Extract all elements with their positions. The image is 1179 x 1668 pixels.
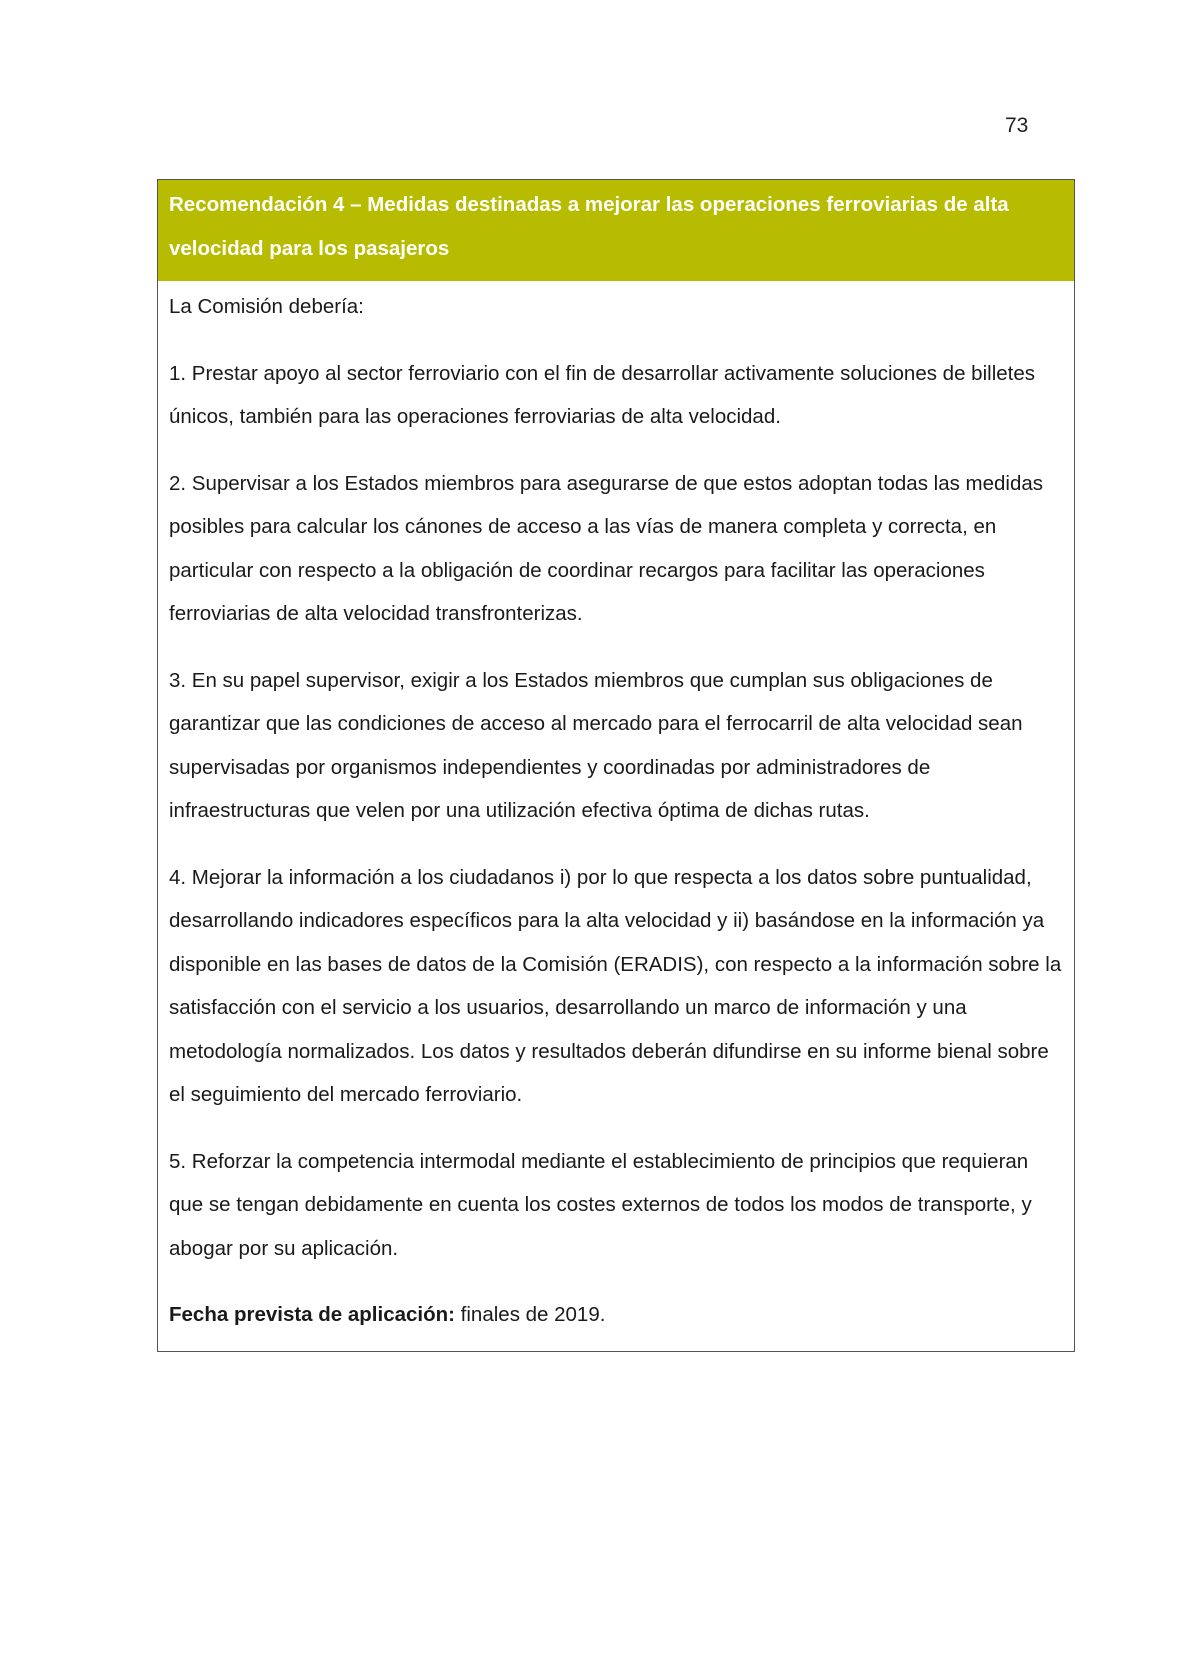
recommendation-title: Recomendación 4 – Medidas destinadas a mejorar las operaciones ferroviarias de alta velocidad para los pasajeros (158, 180, 1074, 281)
implementation-date-value: finales de 2019. (454, 1303, 606, 1326)
recommendation-item-2: 2. Supervisar a los Estados miembros para asegurarse de que estos adoptan todas las medidas posibles para calcular los cánones de acceso a las vías de manera completa y correcta, en particular con respecto a la obligación de coordinar recargos para facilitar las operaciones ferroviarias de alta velocidad transfronterizas. (169, 471, 1044, 625)
recommendation-box (157, 179, 1075, 1352)
page-number: 73 (1005, 114, 1029, 137)
implementation-date-label: Fecha prevista de aplicación: (169, 1303, 455, 1326)
recommendation-item-5: 5. Reforzar la competencia intermodal mediante el establecimiento de principios que requieran que se tengan debidamente en cuenta los costes externos de todos los modos de transporte, y abogar por su aplicación. (169, 1149, 1032, 1260)
recommendation-item-3: 3. En su papel supervisor, exigir a los Estados miembros que cumplan sus obligaciones de garantizar que las condiciones de acceso al mercado para el ferrocarril de alta velocidad sean supervisadas por organismos independientes y coordinadas por administradores de infraestructuras que velen por una utilización efectiva óptima de dichas rutas. (169, 668, 1023, 822)
recommendation-item-4: 4. Mejorar la información a los ciudadanos i) por lo que respecta a los datos sobre puntualidad, desarrollando indicadores específicos para la alta velocidad y ii) basándose en la información ya disponible en las bases de datos de la Comisión (ERADIS), con respecto a la información sobre la satisfacción con el servicio a los usuarios, desarrollando un marco de información y una metodología normalizados. Los datos y resultados deberán difundirse en su informe bienal sobre el seguimiento del mercado ferroviario. (169, 865, 1062, 1106)
recommendation-body (158, 281, 1074, 1351)
implementation-date (169, 1293, 1064, 1337)
recommendation-intro: La Comisión debería: (169, 295, 364, 318)
recommendation-item-1: 1. Prestar apoyo al sector ferroviario con el fin de desarrollar activamente soluciones de billetes únicos, también para las operaciones ferroviarias de alta velocidad. (169, 361, 1035, 428)
